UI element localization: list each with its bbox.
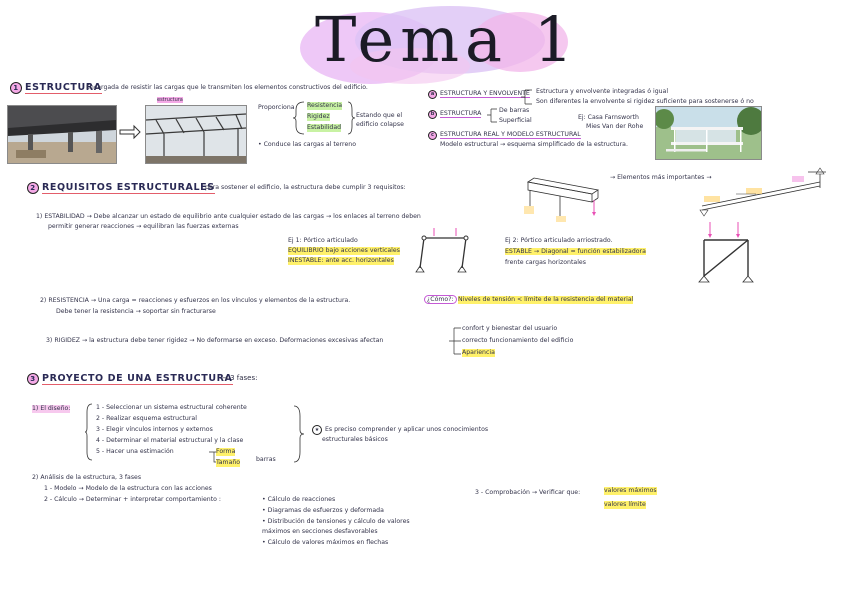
calc-item-1: • Cálculo de reacciones <box>262 496 336 503</box>
design-step-5: 5 - Hacer una estimación <box>96 448 174 455</box>
aim-row <box>312 425 488 435</box>
envolvente-brace <box>520 88 534 106</box>
section-3-title: PROYECTO DE UNA ESTRUCTURA <box>42 373 233 384</box>
example-2-stable <box>505 248 646 256</box>
page-title: Tema 1 <box>315 3 580 76</box>
prop-resistance: Resistencia <box>307 102 343 109</box>
section-1-title: ESTRUCTURA <box>25 82 102 93</box>
requirements-lead: para sostener el edificio, la estructura debe cumplir 3 requisitos: <box>205 184 406 191</box>
design-step-1: 1 - Seleccionar un sistema estructural coherente <box>96 404 247 411</box>
req-1-stability: 1) ESTABILIDAD → Debe alcanzar un estado de equilibrio ante cualquier estado de las cargas → los enlaces al terreno deben <box>36 213 421 220</box>
phase-1-design: 1) El diseño: <box>32 405 71 412</box>
req-2-fracture: Debe tener la resistencia → soportar sin fracturarse <box>56 308 216 315</box>
section-2-title: REQUISITOS ESTRUCTURALES <box>42 182 215 193</box>
three-phases: → 3 fases: <box>222 374 258 382</box>
section-3-number: 3 <box>27 373 39 385</box>
braced-frame-sketch <box>696 218 756 286</box>
check-max-values: valores máximos <box>604 487 657 494</box>
photo-steel-frame <box>145 105 247 164</box>
example-2-title: Ej 2: Pórtico articulado arriostrado. <box>505 237 613 244</box>
section-3-heading <box>27 373 233 385</box>
example-2-stable-text: ESTABLE → Diagonal = función estabilizadora <box>505 248 646 255</box>
rigidity-effect-function: correcto funcionamiento del edificio <box>462 337 574 344</box>
props-tail-1: Estando que el <box>356 112 403 119</box>
estimation-bars: barras <box>256 456 276 463</box>
mies-van-der-rohe: Mies Van der Rohe <box>586 123 644 130</box>
prop-stability: Estabilidad <box>307 124 342 131</box>
model-definition: Modelo estructural → esquema simplificado de la estructura. <box>440 141 628 148</box>
example-1-unstable: INESTABLE: ante acc. horizontales <box>288 257 394 264</box>
design-step-2: 2 - Realizar esquema estructural <box>96 415 197 422</box>
arrow-right-icon <box>118 124 142 140</box>
design-step-4: 4 - Determinar el material estructural y la clase <box>96 437 244 444</box>
analysis-model: 1 - Modelo → Modelo de la estructura con las acciones <box>44 485 212 492</box>
rigidity-brace <box>448 325 462 357</box>
bullet-c: c <box>428 131 437 140</box>
photo-building-canopy <box>7 105 117 164</box>
conduct-loads: • Conduce las cargas al terreno <box>258 141 356 148</box>
req-2-how-text: ¿Cómo?: <box>424 295 457 304</box>
estructura-brace <box>486 107 498 125</box>
estructura-surface: Superficial <box>499 117 532 124</box>
envolvente-a: Estructura y envolvente integradas ó igual <box>536 88 669 95</box>
section-1-number: 1 <box>10 82 22 94</box>
check-limit-values: valores límite <box>604 501 646 508</box>
req-1-reactions: permitir generar reacciones → equilibran las fuerzas externas <box>48 223 239 230</box>
design-step-3: 3 - Elegir vínculos internos y externos <box>96 426 213 433</box>
photo-tag: estructura <box>157 97 183 103</box>
rigidity-effect-appearance: Apariencia <box>462 349 495 356</box>
calc-item-2: • Diagramas de esfuerzos y deformada <box>262 507 384 514</box>
section-2-heading <box>27 182 215 194</box>
props-brace <box>292 100 306 136</box>
elements-note: → Elementos más importantes → <box>610 174 712 181</box>
bullet-a: a <box>428 90 437 99</box>
beam-sketch <box>520 172 600 224</box>
envolvente-row <box>428 90 530 99</box>
real-model-label: ESTRUCTURA REAL Y MODELO ESTRUCTURAL <box>440 131 581 138</box>
calc-item-4: máximos en secciones desfavorables <box>262 528 378 535</box>
farnsworth-example: Ej: Casa Farnsworth <box>578 114 639 121</box>
section-2-number: 2 <box>27 182 39 194</box>
prop-rigidity: Rigidez <box>307 113 330 120</box>
aim-text: Es preciso comprender y aplicar unos conocimientos <box>325 426 489 433</box>
calc-item-5: • Cálculo de valores máximos en flechas <box>262 539 389 546</box>
example-2-horizontal: frente cargas horizontales <box>505 259 586 266</box>
props-brace-right <box>346 100 356 136</box>
estimation-form: Forma <box>216 448 236 455</box>
estructura-bars: De barras <box>499 107 530 114</box>
req-2-tension: Niveles de tensión < límite de la resistencia del material <box>458 296 634 303</box>
envolvente-b: Son diferentes la envolvente si rigidez suficiente para sostenerse ó no <box>536 98 754 105</box>
estructura-label: ESTRUCTURA <box>440 110 482 117</box>
real-model-row <box>428 131 581 140</box>
props-lead: Proporciona <box>258 104 295 111</box>
calc-item-3: • Distribución de tensiones y cálculo de valores <box>262 518 410 525</box>
req-2-resistance: 2) RESISTENCIA → Una carga = reacciones y esfuerzos en los vínculos y elementos de la estructura. <box>40 297 351 304</box>
aim-brace <box>292 404 306 464</box>
articulated-frame-sketch <box>410 226 480 278</box>
estimation-size: Tamaño <box>216 459 241 466</box>
estructura-row <box>428 110 481 119</box>
aim-text-2: estructurales básicos <box>322 436 388 443</box>
req-2-how <box>424 296 457 304</box>
props-tail-2: edificio colapse <box>356 121 404 128</box>
phase-3-check: 3 - Comprobación → Verificar que: <box>475 489 581 496</box>
bullet-b: b <box>428 110 437 119</box>
req-3-rigidity: 3) RIGIDEZ → la estructura debe tener rigidez → No deformarse en exceso. Deformaciones excesivas afectan <box>46 337 384 344</box>
structure-definition: Encargada de resistir las cargas que le transmiten los elementos constructivos del edificio. <box>86 84 368 91</box>
analysis-calc: 2 - Cálculo → Determinar + interpretar comportamiento : <box>44 496 221 503</box>
phase-2-analysis: 2) Análisis de la estructura, 3 fases <box>32 474 142 481</box>
photo-farnsworth-house <box>655 106 762 160</box>
example-1-title: Ej 1: Pórtico articulado <box>288 237 358 244</box>
design-brace <box>84 402 94 462</box>
rigidity-effect-comfort: confort y bienestar del usuario <box>462 325 558 332</box>
envolvente-label: ESTRUCTURA Y ENVOLVENTE <box>440 90 530 97</box>
example-1-equilibrium: EQUILIBRIO bajo acciones verticales <box>288 247 400 254</box>
star-icon: ★ <box>312 425 322 435</box>
